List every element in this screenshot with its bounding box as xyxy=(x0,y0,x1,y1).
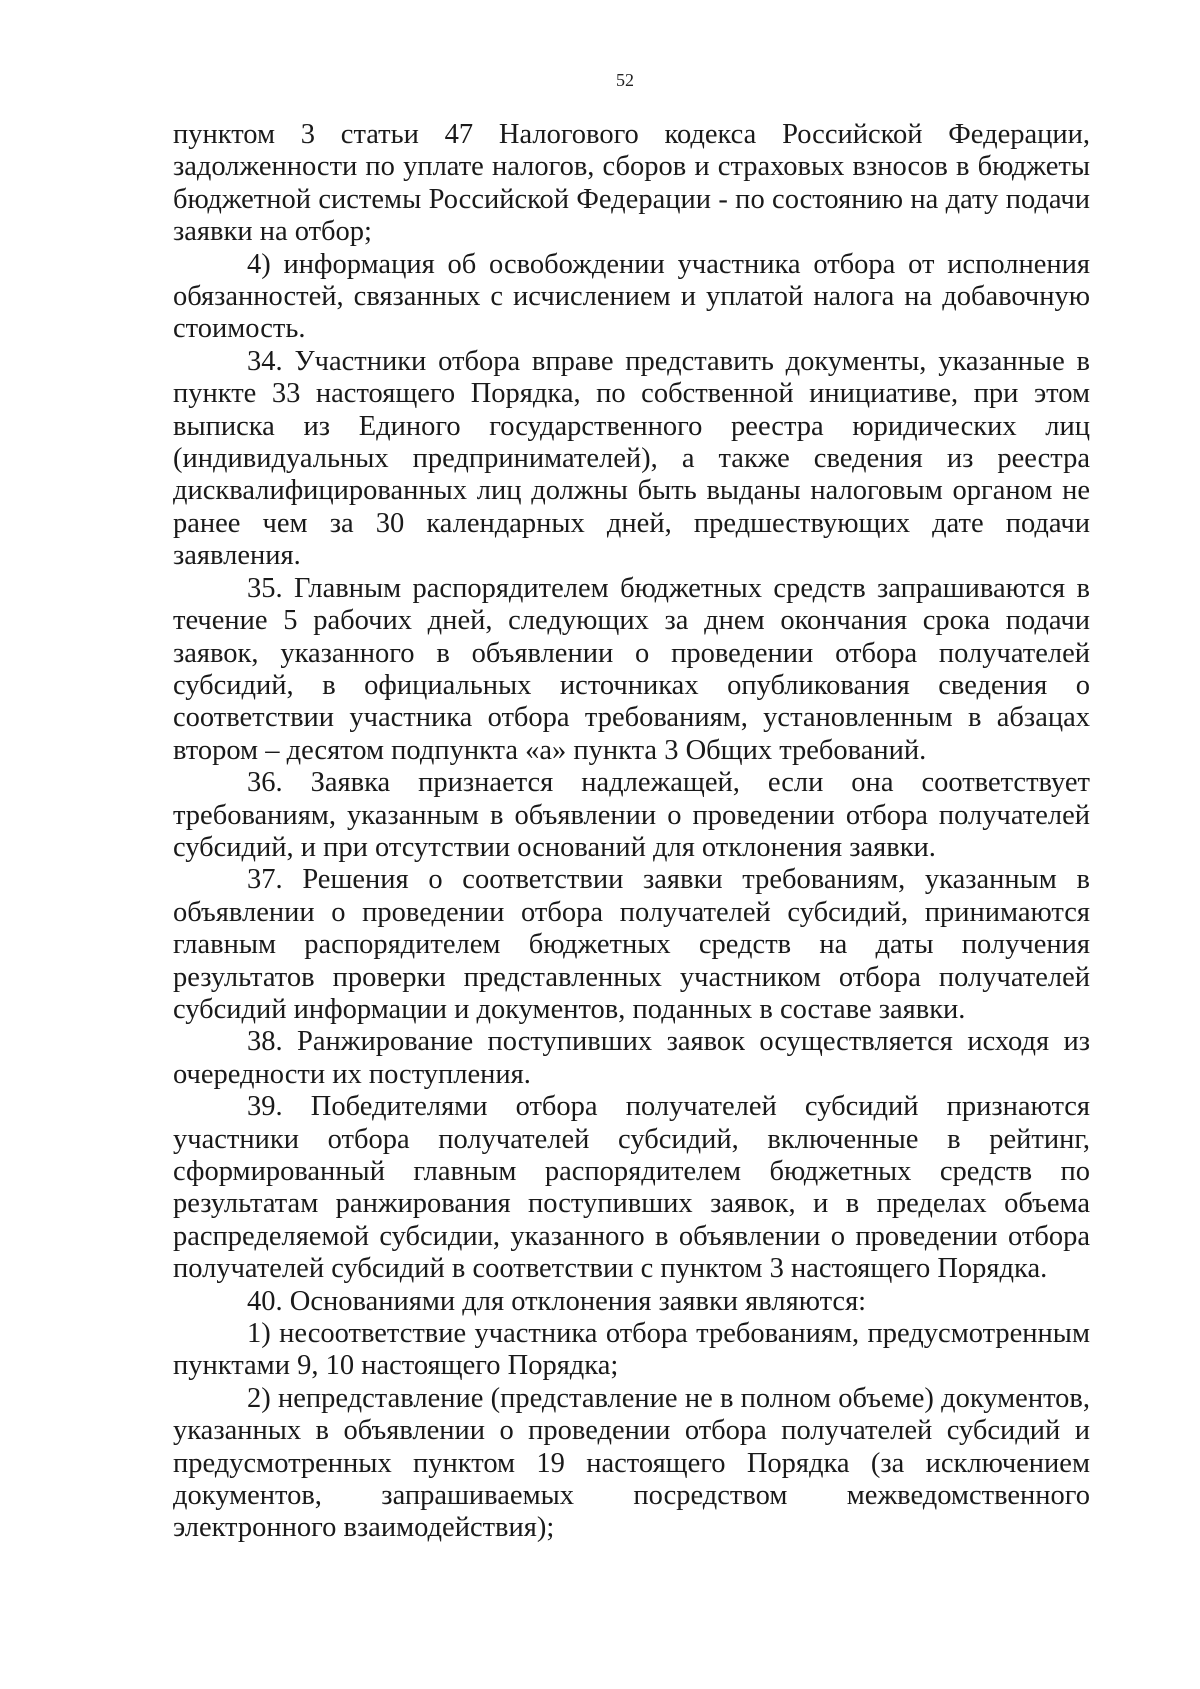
paragraph-40-item-2: 2) непредставление (представление не в полном объеме) документов, указанных в объявлении о проведении отбора получателей субсидий и предусмотренных пунктом 19 настоящего Порядка (за исключением документов, запрашиваемых посредством межведомственного электронного взаимодействия); xyxy=(173,1382,1090,1544)
document-body xyxy=(173,119,1090,1545)
paragraph-40: 40. Основаниями для отклонения заявки являются: xyxy=(247,1285,867,1317)
paragraph-38: 38. Ранжирование поступивших заявок осуществляется исходя из очередности их поступления. xyxy=(173,1026,1090,1090)
page-number: 52 xyxy=(616,70,634,90)
paragraph-39: 39. Победителями отбора получателей субсидий признаются участники отбора получателей субсидий, включенные в рейтинг, сформированный главным распорядителем бюджетных средств по результатам ранжирования поступивших заявок, и в пределах объема распределяемой субсидии, указанного в объявлении о проведении отбора получателей субсидий в соответствии с пунктом 3 настоящего Порядка. xyxy=(173,1091,1090,1285)
paragraph-37: 37. Решения о соответствии заявки требованиям, указанным в объявлении о проведении отбора получателей субсидий, принимаются главным распорядителем бюджетных средств на даты получения результатов проверки представленных участником отбора получателей субсидий информации и документов, поданных в составе заявки. xyxy=(173,864,1090,1025)
paragraph-item-4: 4) информация об освобождении участника отбора от исполнения обязанностей, связанных с исчислением и уплатой налога на добавочную стоимость. xyxy=(173,248,1090,345)
paragraph-36: 36. Заявка признается надлежащей, если она соответствует требованиям, указанным в объявлении о проведении отбора получателей субсидий, и при отсутствии оснований для отклонения заявки. xyxy=(173,767,1090,863)
paragraph-40-item-1: 1) несоответствие участника отбора требованиям, предусмотренным пунктами 9, 10 настоящего Порядка; xyxy=(173,1318,1090,1382)
paragraph-35: 35. Главным распорядителем бюджетных средств запрашиваются в течение 5 рабочих дней, следующих за днем окончания срока подачи заявок, указанного в объявлении о проведении отбора получателей субсидий, в официальных источниках опубликования сведения о соответствии участника отбора требованиям, установленным в абзацах втором – десятом подпункта «а» пункта 3 Общих требований. xyxy=(173,572,1090,766)
paragraph-34: 34. Участники отбора вправе представить документы, указанные в пункте 33 настоящего Порядка, по собственной инициативе, при этом выписка из Единого государственного реестра юридических лиц (индивидуальных предпринимателей), а также сведения из реестра дисквалифицированных лиц должны быть выданы налоговым органом не ранее чем за 30 календарных дней, предшествующих дате подачи заявления. xyxy=(173,345,1090,572)
paragraph-continuation: пунктом 3 статьи 47 Налогового кодекса Российской Федерации, задолженности по уплате налогов, сборов и страховых взносов в бюджеты бюджетной системы Российской Федерации - по состоянию на дату подачи заявки на отбор; xyxy=(173,119,1090,248)
